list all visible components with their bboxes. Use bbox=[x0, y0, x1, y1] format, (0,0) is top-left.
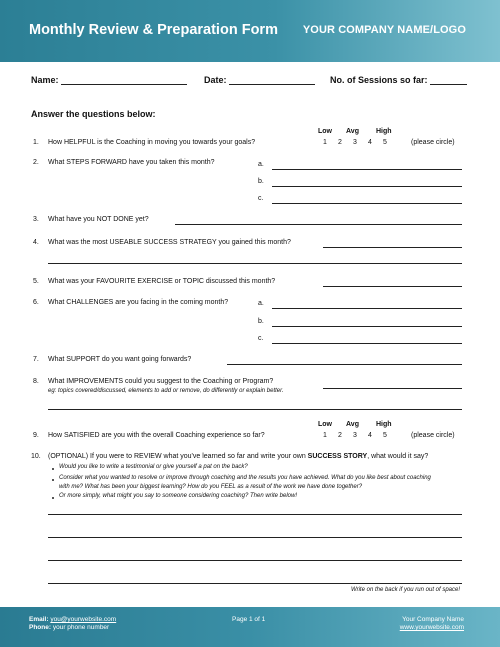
question-number: 10. bbox=[31, 453, 41, 460]
rating-option-2[interactable]: 2 bbox=[338, 432, 342, 439]
answer-line-3[interactable] bbox=[175, 224, 462, 225]
scale-avg-label: Avg bbox=[346, 128, 359, 135]
question-7-text: What SUPPORT do you want going forwards? bbox=[48, 356, 192, 363]
question-1-text: How HELPFUL is the Coaching in moving you towards your goals? bbox=[48, 139, 256, 146]
name-field[interactable] bbox=[61, 84, 187, 85]
date-field[interactable] bbox=[229, 84, 315, 85]
question-2-text: What STEPS FORWARD have you taken this month? bbox=[48, 159, 215, 166]
scale-high-label: High bbox=[376, 128, 392, 135]
rating-option-3[interactable]: 3 bbox=[353, 432, 357, 439]
answer-line-10d[interactable] bbox=[48, 583, 462, 584]
website-link[interactable]: www.yourwebsite.com bbox=[399, 624, 464, 631]
scale-high-label: High bbox=[376, 421, 392, 428]
answer-line-2b[interactable] bbox=[272, 186, 462, 187]
sessions-field[interactable] bbox=[430, 84, 467, 85]
date-label: Date: bbox=[204, 75, 227, 85]
sub-label-a: a. bbox=[258, 300, 264, 307]
header-banner bbox=[0, 0, 500, 62]
question-5-text: What was your FAVOURITE EXERCISE or TOPIC discussed this month? bbox=[48, 278, 276, 285]
question-number: 7. bbox=[33, 356, 39, 363]
question-number: 4. bbox=[33, 239, 39, 246]
bullet-text: with me? What has been your biggest learning? How do you FEEL as a result of the work we have done together? bbox=[59, 484, 363, 490]
sub-label-b: b. bbox=[258, 178, 264, 185]
rating-option-2[interactable]: 2 bbox=[338, 139, 342, 146]
question-number: 3. bbox=[33, 216, 39, 223]
sub-label-c: c. bbox=[258, 335, 264, 342]
bullet-dot bbox=[52, 497, 54, 499]
question-number: 1. bbox=[33, 139, 39, 146]
question-9-text: How SATISFIED are you with the overall Coaching experience so far? bbox=[48, 432, 265, 439]
answer-line-6a[interactable] bbox=[272, 308, 462, 309]
rating-option-5[interactable]: 5 bbox=[383, 139, 387, 146]
answer-line-8a[interactable] bbox=[323, 388, 462, 389]
question-number: 5. bbox=[33, 278, 39, 285]
bullet-dot bbox=[52, 479, 54, 481]
bullet-text: Or more simply, what might you say to someone considering coaching? Then write below! bbox=[59, 493, 297, 499]
footer-phone: Phone: your phone number bbox=[29, 624, 110, 631]
bullet-dot bbox=[52, 468, 54, 470]
question-3-text: What have you NOT DONE yet? bbox=[48, 216, 149, 223]
answer-line-8b[interactable] bbox=[48, 409, 462, 410]
answer-line-10b[interactable] bbox=[48, 537, 462, 538]
question-number: 8. bbox=[33, 378, 39, 385]
sub-label-a: a. bbox=[258, 161, 264, 168]
rating-option-4[interactable]: 4 bbox=[368, 139, 372, 146]
answer-line-5[interactable] bbox=[323, 286, 462, 287]
footer-company: Your Company Name bbox=[402, 616, 464, 623]
rating-option-1[interactable]: 1 bbox=[323, 432, 327, 439]
question-10-text: (OPTIONAL) If you were to REVIEW what you've learned so far and write your own SUCCESS STORY, what would it say? bbox=[48, 453, 429, 460]
write-on-back-note: Write on the back if you run out of space! bbox=[350, 587, 460, 593]
footer-banner bbox=[0, 607, 500, 647]
rating-option-4[interactable]: 4 bbox=[368, 432, 372, 439]
page-number: Page 1 of 1 bbox=[232, 616, 266, 623]
answer-line-6b[interactable] bbox=[272, 326, 462, 327]
answer-line-4a[interactable] bbox=[323, 247, 462, 248]
rating-option-3[interactable]: 3 bbox=[353, 139, 357, 146]
question-4-text: What was the most USEABLE SUCCESS STRATEGY you gained this month? bbox=[48, 239, 291, 246]
please-circle-note: (please circle) bbox=[411, 432, 455, 439]
sub-label-c: c. bbox=[258, 195, 264, 202]
bullet-text: Consider what you wanted to resolve or improve through coaching and the results you have achieved. What do you like best about coaching bbox=[59, 475, 431, 481]
answer-line-10a[interactable] bbox=[48, 514, 462, 515]
rating-option-1[interactable]: 1 bbox=[323, 139, 327, 146]
email-link[interactable]: you@yourwebsite.com bbox=[50, 616, 117, 623]
scale-low-label: Low bbox=[318, 128, 332, 135]
bullet-text: Would you like to write a testimonial or give yourself a pat on the back? bbox=[59, 464, 248, 470]
question-number: 6. bbox=[33, 299, 39, 306]
answer-line-10c[interactable] bbox=[48, 560, 462, 561]
name-label: Name: bbox=[31, 75, 59, 85]
footer-email: Email: you@yourwebsite.com bbox=[29, 616, 117, 623]
question-number: 9. bbox=[33, 432, 39, 439]
question-6-text: What CHALLENGES are you facing in the coming month? bbox=[48, 299, 229, 306]
answer-line-2a[interactable] bbox=[272, 169, 462, 170]
rating-option-5[interactable]: 5 bbox=[383, 432, 387, 439]
question-8-text: What IMPROVEMENTS could you suggest to the Coaching or Program? bbox=[48, 378, 274, 385]
answer-line-2c[interactable] bbox=[272, 203, 462, 204]
scale-avg-label: Avg bbox=[346, 421, 359, 428]
sessions-label: No. of Sessions so far: bbox=[330, 75, 428, 85]
please-circle-note: (please circle) bbox=[411, 139, 455, 146]
form-title: Monthly Review & Preparation Form bbox=[29, 22, 278, 38]
instructions: Answer the questions below: bbox=[31, 109, 156, 119]
sub-label-b: b. bbox=[258, 318, 264, 325]
answer-line-6c[interactable] bbox=[272, 343, 462, 344]
question-8-note: eg: topics covered/discussed, elements to add or remove, do differently or explain better. bbox=[48, 388, 284, 394]
question-number: 2. bbox=[33, 159, 39, 166]
scale-low-label: Low bbox=[318, 421, 332, 428]
answer-line-7[interactable] bbox=[227, 364, 462, 365]
answer-line-4b[interactable] bbox=[48, 263, 462, 264]
company-logo-text: YOUR COMPANY NAME/LOGO bbox=[302, 24, 466, 36]
